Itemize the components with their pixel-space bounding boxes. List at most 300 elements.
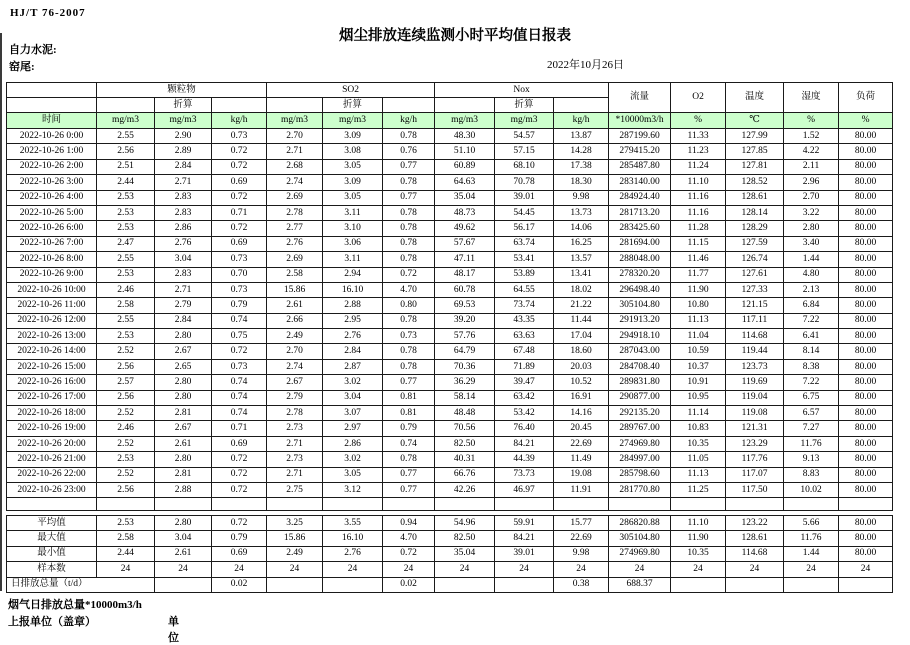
value-cell: 2.94 bbox=[323, 267, 383, 282]
value-cell: 0.74 bbox=[212, 390, 267, 405]
table-row bbox=[7, 205, 893, 220]
value-cell: 9.13 bbox=[784, 452, 839, 467]
daily-total-value-cell: 0.02 bbox=[212, 577, 267, 592]
value-cell: 16.91 bbox=[554, 390, 609, 405]
humidity-header: 湿度 bbox=[784, 83, 839, 113]
value-cell: 128.29 bbox=[726, 221, 784, 236]
value-cell: 2.46 bbox=[97, 421, 155, 436]
spacer-row bbox=[7, 498, 893, 511]
daily-total-value-cell: 0.02 bbox=[383, 577, 435, 592]
value-cell: 11.44 bbox=[554, 313, 609, 328]
value-cell: 2.78 bbox=[267, 205, 323, 220]
table-row bbox=[7, 298, 893, 313]
value-cell: 48.30 bbox=[435, 129, 495, 144]
value-cell: 2.80 bbox=[155, 390, 212, 405]
load-header: 负荷 bbox=[839, 83, 893, 113]
value-cell: 40.31 bbox=[435, 452, 495, 467]
summary-value-cell: 35.04 bbox=[435, 546, 495, 561]
table-row bbox=[7, 329, 893, 344]
value-cell: 3.08 bbox=[323, 144, 383, 159]
value-cell: 119.04 bbox=[726, 390, 784, 405]
value-cell: 80.00 bbox=[839, 313, 893, 328]
value-cell: 2.53 bbox=[97, 329, 155, 344]
value-cell: 3.09 bbox=[323, 175, 383, 190]
value-cell: 2.56 bbox=[97, 482, 155, 497]
value-cell: 2.52 bbox=[97, 344, 155, 359]
value-cell: 11.77 bbox=[671, 267, 726, 282]
value-cell: 6.84 bbox=[784, 298, 839, 313]
value-cell: 2.83 bbox=[155, 205, 212, 220]
value-cell: 56.17 bbox=[495, 221, 554, 236]
blank-header-cell bbox=[212, 98, 267, 113]
value-cell: 2.57 bbox=[97, 375, 155, 390]
so2-kgh-unit: kg/h bbox=[383, 113, 435, 129]
so2-unit: mg/m3 bbox=[267, 113, 323, 129]
summary-row-label: 最大值 bbox=[7, 531, 97, 546]
table-row bbox=[7, 236, 893, 251]
value-cell: 117.76 bbox=[726, 452, 784, 467]
value-cell: 0.78 bbox=[383, 236, 435, 251]
value-cell: 2.61 bbox=[155, 436, 212, 451]
empty-cell bbox=[609, 498, 671, 511]
value-cell: 2.73 bbox=[267, 421, 323, 436]
value-cell: 0.77 bbox=[383, 482, 435, 497]
value-cell: 54.45 bbox=[495, 205, 554, 220]
value-cell: 10.59 bbox=[671, 344, 726, 359]
summary-value-cell: 80.00 bbox=[839, 531, 893, 546]
value-cell: 121.31 bbox=[726, 421, 784, 436]
nox-kgh-unit: kg/h bbox=[554, 113, 609, 129]
value-cell: 80.00 bbox=[839, 344, 893, 359]
value-cell: 80.00 bbox=[839, 129, 893, 144]
value-cell: 294918.10 bbox=[609, 329, 671, 344]
value-cell: 11.91 bbox=[554, 482, 609, 497]
value-cell: 2.67 bbox=[155, 344, 212, 359]
time-cell: 2022-10-26 10:00 bbox=[7, 282, 97, 297]
value-cell: 11.15 bbox=[671, 236, 726, 251]
blank-header-cell bbox=[7, 98, 97, 113]
value-cell: 14.28 bbox=[554, 144, 609, 159]
value-cell: 119.44 bbox=[726, 344, 784, 359]
value-cell: 80.00 bbox=[839, 390, 893, 405]
summary-value-cell: 114.68 bbox=[726, 546, 784, 561]
value-cell: 10.37 bbox=[671, 359, 726, 374]
monitoring-data-table bbox=[6, 82, 893, 511]
value-cell: 2.58 bbox=[97, 298, 155, 313]
value-cell: 0.73 bbox=[383, 329, 435, 344]
value-cell: 11.33 bbox=[671, 129, 726, 144]
so2-group-header: SO2 bbox=[267, 83, 435, 98]
summary-value-cell: 305104.80 bbox=[609, 531, 671, 546]
value-cell: 0.72 bbox=[212, 159, 267, 174]
value-cell: 2.80 bbox=[155, 329, 212, 344]
time-cell: 2022-10-26 4:00 bbox=[7, 190, 97, 205]
summary-value-cell: 15.86 bbox=[267, 531, 323, 546]
value-cell: 2.71 bbox=[267, 144, 323, 159]
summary-row bbox=[7, 562, 893, 577]
value-cell: 10.95 bbox=[671, 390, 726, 405]
value-cell: 80.00 bbox=[839, 406, 893, 421]
so2-converted-header: 折算 bbox=[323, 98, 383, 113]
value-cell: 0.77 bbox=[383, 467, 435, 482]
value-cell: 11.23 bbox=[671, 144, 726, 159]
value-cell: 0.75 bbox=[212, 329, 267, 344]
value-cell: 2.49 bbox=[267, 329, 323, 344]
value-cell: 1.44 bbox=[784, 252, 839, 267]
value-cell: 2.75 bbox=[267, 482, 323, 497]
value-cell: 0.78 bbox=[383, 313, 435, 328]
value-cell: 3.40 bbox=[784, 236, 839, 251]
value-cell: 76.40 bbox=[495, 421, 554, 436]
value-cell: 7.22 bbox=[784, 375, 839, 390]
empty-cell bbox=[323, 498, 383, 511]
table-row bbox=[7, 375, 893, 390]
value-cell: 11.49 bbox=[554, 452, 609, 467]
value-cell: 0.77 bbox=[383, 375, 435, 390]
value-cell: 8.83 bbox=[784, 467, 839, 482]
empty-cell bbox=[155, 498, 212, 511]
value-cell: 13.87 bbox=[554, 129, 609, 144]
empty-cell bbox=[435, 498, 495, 511]
value-cell: 80.00 bbox=[839, 329, 893, 344]
value-cell: 8.14 bbox=[784, 344, 839, 359]
summary-value-cell: 24 bbox=[726, 562, 784, 577]
summary-value-cell: 24 bbox=[97, 562, 155, 577]
value-cell: 2.52 bbox=[97, 467, 155, 482]
value-cell: 10.02 bbox=[784, 482, 839, 497]
value-cell: 39.01 bbox=[495, 190, 554, 205]
flue-gas-daily-total-label: 烟气日排放总量*10000m3/h bbox=[8, 599, 142, 611]
time-cell: 2022-10-26 0:00 bbox=[7, 129, 97, 144]
value-cell: 2.11 bbox=[784, 159, 839, 174]
summary-value-cell: 3.04 bbox=[155, 531, 212, 546]
value-cell: 2.76 bbox=[323, 329, 383, 344]
value-cell: 126.74 bbox=[726, 252, 784, 267]
pm-converted-unit: mg/m3 bbox=[155, 113, 212, 129]
value-cell: 278320.20 bbox=[609, 267, 671, 282]
value-cell: 18.02 bbox=[554, 282, 609, 297]
value-cell: 117.07 bbox=[726, 467, 784, 482]
value-cell: 2.58 bbox=[267, 267, 323, 282]
summary-value-cell: 123.22 bbox=[726, 516, 784, 531]
value-cell: 66.76 bbox=[435, 467, 495, 482]
empty-cell bbox=[7, 498, 97, 511]
daily-total-value-cell bbox=[784, 577, 839, 592]
flow-unit: *10000m3/h bbox=[609, 113, 671, 129]
value-cell: 3.06 bbox=[323, 236, 383, 251]
value-cell: 2.71 bbox=[155, 175, 212, 190]
value-cell: 3.07 bbox=[323, 406, 383, 421]
value-cell: 4.80 bbox=[784, 267, 839, 282]
value-cell: 21.22 bbox=[554, 298, 609, 313]
value-cell: 0.78 bbox=[383, 252, 435, 267]
value-cell: 2.55 bbox=[97, 129, 155, 144]
temperature-unit: ℃ bbox=[726, 113, 784, 129]
summary-value-cell: 24 bbox=[609, 562, 671, 577]
daily-total-value-cell: 688.37 bbox=[609, 577, 671, 592]
value-cell: 2.71 bbox=[155, 282, 212, 297]
blank-header-cell bbox=[267, 98, 323, 113]
value-cell: 2.79 bbox=[155, 298, 212, 313]
value-cell: 69.53 bbox=[435, 298, 495, 313]
value-cell: 2.86 bbox=[323, 436, 383, 451]
table-row bbox=[7, 159, 893, 174]
value-cell: 0.69 bbox=[212, 236, 267, 251]
empty-cell bbox=[554, 498, 609, 511]
value-cell: 2.44 bbox=[97, 175, 155, 190]
value-cell: 0.72 bbox=[212, 221, 267, 236]
value-cell: 2.79 bbox=[267, 390, 323, 405]
summary-value-cell: 24 bbox=[495, 562, 554, 577]
value-cell: 289831.80 bbox=[609, 375, 671, 390]
value-cell: 2.76 bbox=[267, 236, 323, 251]
summary-value-cell: 24 bbox=[212, 562, 267, 577]
value-cell: 20.03 bbox=[554, 359, 609, 374]
summary-value-cell: 4.70 bbox=[383, 531, 435, 546]
value-cell: 0.73 bbox=[212, 282, 267, 297]
value-cell: 0.80 bbox=[383, 298, 435, 313]
summary-value-cell: 0.94 bbox=[383, 516, 435, 531]
value-cell: 2.66 bbox=[267, 313, 323, 328]
value-cell: 0.74 bbox=[212, 375, 267, 390]
value-cell: 2.69 bbox=[267, 252, 323, 267]
value-cell: 2.67 bbox=[155, 421, 212, 436]
value-cell: 49.62 bbox=[435, 221, 495, 236]
value-cell: 39.47 bbox=[495, 375, 554, 390]
value-cell: 2.80 bbox=[155, 375, 212, 390]
time-cell: 2022-10-26 16:00 bbox=[7, 375, 97, 390]
value-cell: 64.63 bbox=[435, 175, 495, 190]
value-cell: 4.70 bbox=[383, 282, 435, 297]
value-cell: 11.24 bbox=[671, 159, 726, 174]
value-cell: 284997.00 bbox=[609, 452, 671, 467]
table-row bbox=[7, 467, 893, 482]
value-cell: 15.86 bbox=[267, 282, 323, 297]
value-cell: 70.36 bbox=[435, 359, 495, 374]
value-cell: 57.15 bbox=[495, 144, 554, 159]
value-cell: 47.11 bbox=[435, 252, 495, 267]
time-cell: 2022-10-26 2:00 bbox=[7, 159, 97, 174]
empty-cell bbox=[495, 498, 554, 511]
time-cell: 2022-10-26 18:00 bbox=[7, 406, 97, 421]
value-cell: 128.52 bbox=[726, 175, 784, 190]
value-cell: 2.84 bbox=[323, 344, 383, 359]
value-cell: 2.53 bbox=[97, 205, 155, 220]
value-cell: 0.72 bbox=[212, 452, 267, 467]
value-cell: 2.70 bbox=[784, 190, 839, 205]
value-cell: 2.53 bbox=[97, 190, 155, 205]
value-cell: 0.72 bbox=[212, 144, 267, 159]
value-cell: 2.95 bbox=[323, 313, 383, 328]
value-cell: 48.48 bbox=[435, 406, 495, 421]
value-cell: 16.25 bbox=[554, 236, 609, 251]
value-cell: 2.46 bbox=[97, 282, 155, 297]
value-cell: 2.13 bbox=[784, 282, 839, 297]
value-cell: 0.74 bbox=[383, 436, 435, 451]
value-cell: 128.14 bbox=[726, 205, 784, 220]
value-cell: 51.10 bbox=[435, 144, 495, 159]
blank-header-cell bbox=[435, 98, 495, 113]
value-cell: 10.35 bbox=[671, 436, 726, 451]
time-cell: 2022-10-26 22:00 bbox=[7, 467, 97, 482]
table-row bbox=[7, 421, 893, 436]
summary-row-label: 最小值 bbox=[7, 546, 97, 561]
value-cell: 281713.20 bbox=[609, 205, 671, 220]
summary-value-cell: 16.10 bbox=[323, 531, 383, 546]
value-cell: 0.70 bbox=[212, 267, 267, 282]
value-cell: 80.00 bbox=[839, 375, 893, 390]
value-cell: 73.73 bbox=[495, 467, 554, 482]
value-cell: 53.41 bbox=[495, 252, 554, 267]
value-cell: 80.00 bbox=[839, 175, 893, 190]
value-cell: 3.04 bbox=[323, 390, 383, 405]
value-cell: 3.02 bbox=[323, 375, 383, 390]
value-cell: 123.73 bbox=[726, 359, 784, 374]
summary-value-cell: 0.79 bbox=[212, 531, 267, 546]
value-cell: 11.25 bbox=[671, 482, 726, 497]
value-cell: 3.05 bbox=[323, 159, 383, 174]
value-cell: 2.77 bbox=[267, 221, 323, 236]
table-row bbox=[7, 344, 893, 359]
summary-value-cell: 3.25 bbox=[267, 516, 323, 531]
value-cell: 2.71 bbox=[267, 436, 323, 451]
daily-total-value-cell: 0.38 bbox=[554, 577, 609, 592]
value-cell: 20.45 bbox=[554, 421, 609, 436]
value-cell: 2.84 bbox=[155, 159, 212, 174]
value-cell: 2.84 bbox=[155, 313, 212, 328]
flow-header: 流量 bbox=[609, 83, 671, 113]
time-cell: 2022-10-26 1:00 bbox=[7, 144, 97, 159]
units-header-row bbox=[7, 113, 893, 129]
signature-line bbox=[8, 613, 179, 644]
table-row bbox=[7, 175, 893, 190]
value-cell: 2.56 bbox=[97, 359, 155, 374]
empty-cell bbox=[671, 498, 726, 511]
value-cell: 9.98 bbox=[554, 190, 609, 205]
value-cell: 11.14 bbox=[671, 406, 726, 421]
value-cell: 2.81 bbox=[155, 467, 212, 482]
time-cell: 2022-10-26 19:00 bbox=[7, 421, 97, 436]
value-cell: 80.00 bbox=[839, 267, 893, 282]
table-row bbox=[7, 452, 893, 467]
value-cell: 11.76 bbox=[784, 436, 839, 451]
daily-total-value-cell bbox=[671, 577, 726, 592]
value-cell: 63.63 bbox=[495, 329, 554, 344]
value-cell: 0.73 bbox=[212, 359, 267, 374]
value-cell: 0.77 bbox=[383, 159, 435, 174]
value-cell: 2.71 bbox=[267, 467, 323, 482]
value-cell: 284708.40 bbox=[609, 359, 671, 374]
value-cell: 44.39 bbox=[495, 452, 554, 467]
summary-row bbox=[7, 531, 893, 546]
value-cell: 4.22 bbox=[784, 144, 839, 159]
time-cell: 2022-10-26 9:00 bbox=[7, 267, 97, 282]
value-cell: 13.41 bbox=[554, 267, 609, 282]
value-cell: 84.21 bbox=[495, 436, 554, 451]
daily-total-label: 日排放总量（t/d） bbox=[7, 577, 155, 592]
value-cell: 36.29 bbox=[435, 375, 495, 390]
table-row bbox=[7, 282, 893, 297]
summary-value-cell: 2.49 bbox=[267, 546, 323, 561]
value-cell: 0.71 bbox=[212, 205, 267, 220]
report-title: 烟尘排放连续监测小时平均值日报表 bbox=[339, 28, 571, 44]
value-cell: 11.04 bbox=[671, 329, 726, 344]
value-cell: 6.57 bbox=[784, 406, 839, 421]
summary-value-cell: 2.44 bbox=[97, 546, 155, 561]
value-cell: 48.73 bbox=[435, 205, 495, 220]
summary-value-cell: 80.00 bbox=[839, 516, 893, 531]
value-cell: 2.52 bbox=[97, 406, 155, 421]
value-cell: 0.78 bbox=[383, 359, 435, 374]
time-cell: 2022-10-26 6:00 bbox=[7, 221, 97, 236]
empty-cell bbox=[383, 498, 435, 511]
value-cell: 119.08 bbox=[726, 406, 784, 421]
value-cell: 296498.40 bbox=[609, 282, 671, 297]
pm-group-header: 颗粒物 bbox=[97, 83, 267, 98]
table-row bbox=[7, 436, 893, 451]
value-cell: 73.74 bbox=[495, 298, 554, 313]
value-cell: 2.61 bbox=[267, 298, 323, 313]
value-cell: 127.99 bbox=[726, 129, 784, 144]
report-date: 2022年10月26日 bbox=[547, 59, 624, 71]
value-cell: 127.85 bbox=[726, 144, 784, 159]
value-cell: 0.77 bbox=[383, 190, 435, 205]
value-cell: 0.69 bbox=[212, 436, 267, 451]
value-cell: 53.42 bbox=[495, 406, 554, 421]
value-cell: 82.50 bbox=[435, 436, 495, 451]
value-cell: 80.00 bbox=[839, 298, 893, 313]
summary-value-cell: 80.00 bbox=[839, 546, 893, 561]
daily-total-value-cell bbox=[323, 577, 383, 592]
value-cell: 0.72 bbox=[212, 482, 267, 497]
value-cell: 114.68 bbox=[726, 329, 784, 344]
value-cell: 3.12 bbox=[323, 482, 383, 497]
site-label: 窑尾: bbox=[9, 61, 35, 73]
time-cell: 2022-10-26 20:00 bbox=[7, 436, 97, 451]
value-cell: 80.00 bbox=[839, 421, 893, 436]
time-cell: 2022-10-26 17:00 bbox=[7, 390, 97, 405]
value-cell: 2.51 bbox=[97, 159, 155, 174]
value-cell: 2.83 bbox=[155, 190, 212, 205]
summary-value-cell: 24 bbox=[554, 562, 609, 577]
table-row bbox=[7, 144, 893, 159]
value-cell: 10.80 bbox=[671, 298, 726, 313]
value-cell: 2.74 bbox=[267, 175, 323, 190]
value-cell: 63.42 bbox=[495, 390, 554, 405]
value-cell: 80.00 bbox=[839, 190, 893, 205]
value-cell: 0.72 bbox=[212, 190, 267, 205]
summary-value-cell: 24 bbox=[671, 562, 726, 577]
table-row bbox=[7, 313, 893, 328]
value-cell: 3.11 bbox=[323, 252, 383, 267]
value-cell: 80.00 bbox=[839, 452, 893, 467]
o2-header: O2 bbox=[671, 83, 726, 113]
value-cell: 2.78 bbox=[267, 406, 323, 421]
value-cell: 17.38 bbox=[554, 159, 609, 174]
table-row bbox=[7, 190, 893, 205]
time-cell: 2022-10-26 14:00 bbox=[7, 344, 97, 359]
time-cell: 2022-10-26 23:00 bbox=[7, 482, 97, 497]
value-cell: 19.08 bbox=[554, 467, 609, 482]
value-cell: 1.52 bbox=[784, 129, 839, 144]
value-cell: 53.89 bbox=[495, 267, 554, 282]
summary-value-cell: 54.96 bbox=[435, 516, 495, 531]
value-cell: 2.88 bbox=[155, 482, 212, 497]
value-cell: 128.61 bbox=[726, 190, 784, 205]
summary-value-cell: 24 bbox=[435, 562, 495, 577]
value-cell: 2.83 bbox=[155, 267, 212, 282]
value-cell: 6.75 bbox=[784, 390, 839, 405]
